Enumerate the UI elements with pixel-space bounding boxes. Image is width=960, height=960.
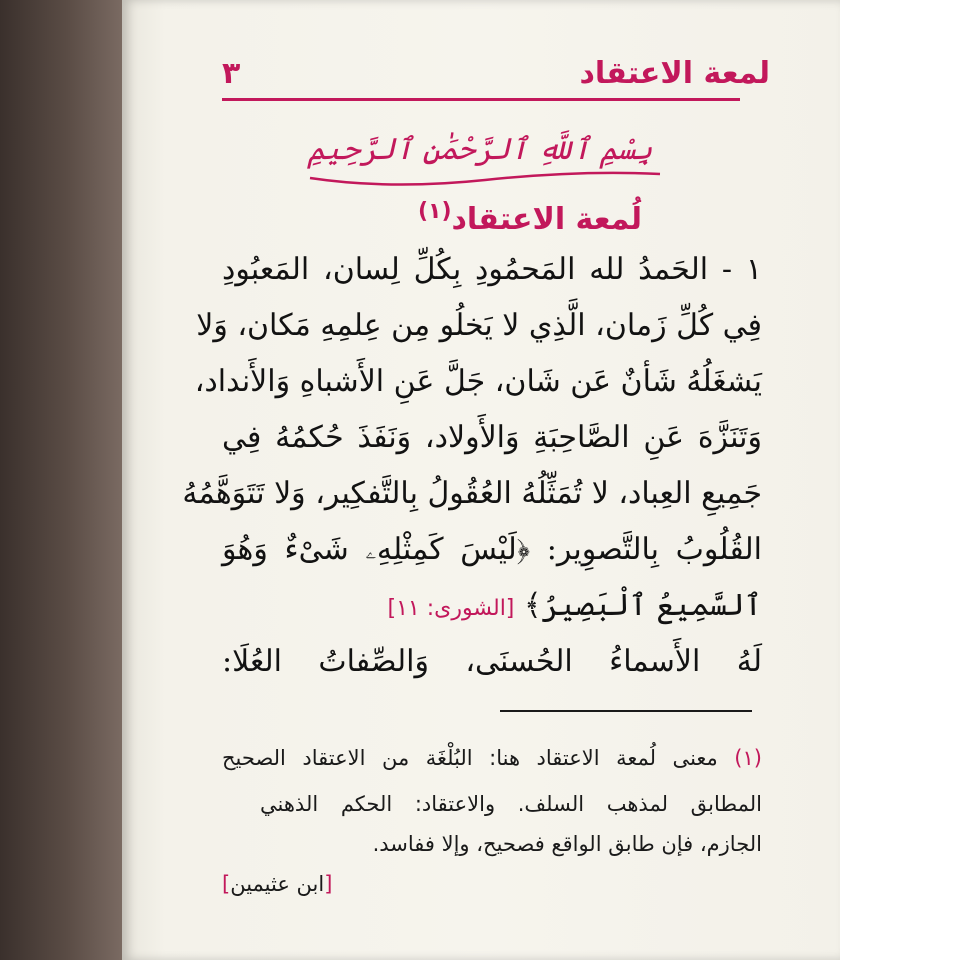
running-title: لمعة الاعتقاد [579,56,770,91]
section-title-footnote-mark: (١) [417,199,452,224]
body-line-3: يَشغَلُهُ شَأنٌ عَن شَان، جَلَّ عَنِ الأَشباهِ وَالأَنداد، [194,364,762,399]
body-line-5: جَمِيعِ العِباد، لا تُمَثِّلُهُ العُقُولُ بِالتَّفكِير، وَلا تَتَوَهَّمُهُ [182,476,762,511]
footnote-author [222,866,422,902]
body-line-8: لَهُ الأَسماءُ الحُسنَى، وَالصِّفاتُ العُلَا: [222,644,762,679]
section-title-text: لُمعة الاعتقاد [451,202,643,237]
author-bracket-open: [ [324,872,333,896]
footnote-marker: (١) [734,746,762,770]
body-line-2: فِي كُلِّ زَمان، الَّذِي لا يَخلُو مِن عِلمِهِ مَكان، وَلا [196,308,762,343]
hand-background [0,0,122,960]
footnote-line-3: الجازم، فإن طابق الواقع فصحيح، وإلا ففاسد. [372,832,762,856]
footnote-line-1 [222,740,762,776]
author-bracket-close: ] [222,872,231,896]
author-name: ابن عثيمين [230,872,325,896]
header-rule [222,98,740,101]
body-line-4: وَتَنَزَّهَ عَنِ الصَّاحِبَةِ وَالأَولاد، وَنَفَذَ حُكمُهُ فِي [222,420,762,455]
basmala-flourish-ornament [300,150,670,190]
white-background [840,0,960,960]
section-title [300,188,760,244]
footnote-line-2: المطابق لمذهب السلف. والاعتقاد: الحكم الذهني [260,792,762,816]
basmala-calligraphy: بِسْمِ ٱللَّهِ ٱلرَّحْمَٰنِ ٱلرَّحِيمِ [307,132,653,167]
footnote-text-1: معنى لُمعة الاعتقاد هنا: البُلْغَة من الاعتقاد الصحيح [222,746,718,770]
footnote-rule [500,710,752,712]
page-number: ٣ [222,56,241,91]
body-line-7 [222,584,762,631]
body-line-6: القُلُوبُ بِالتَّصوِير: ﴿لَيْسَ كَمِثْلِهِۦ شَىْءٌ وَهُوَ [222,532,762,567]
body-line-1: ١ - الحَمدُ لله المَحمُودِ بِكُلِّ لِسان، المَعبُودِ [222,252,762,287]
verse-reference: [الشورى: ١١] [387,596,515,621]
verse-end: ٱلسَّمِيعُ ٱلْبَصِيرُ﴾ [523,588,762,623]
